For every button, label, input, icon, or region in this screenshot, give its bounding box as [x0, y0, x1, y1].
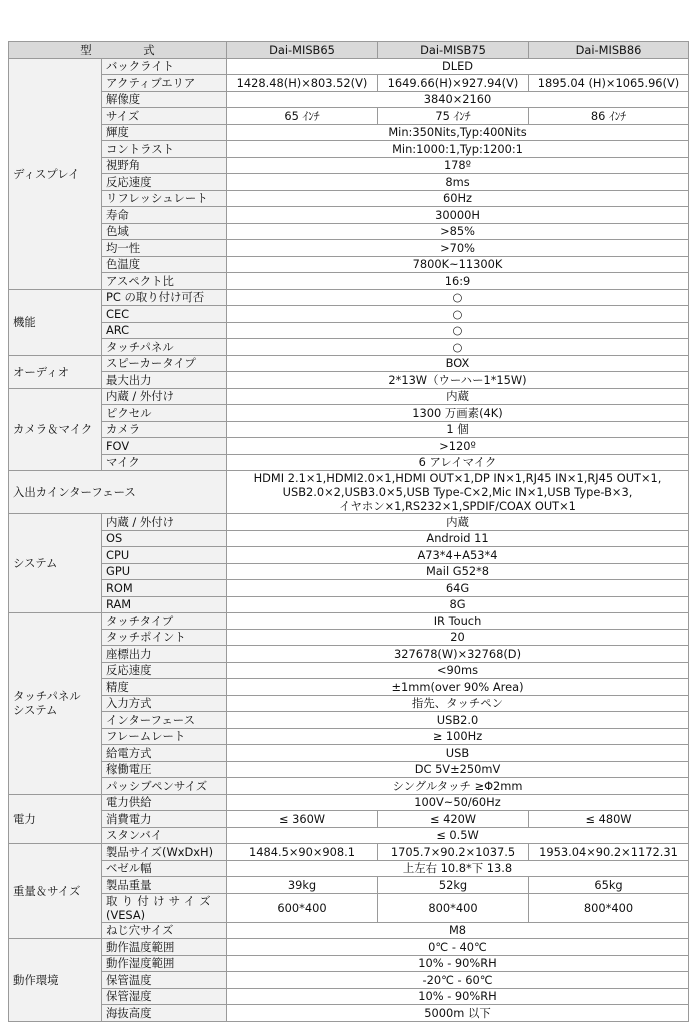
row-label: 精度 — [102, 679, 227, 696]
row-label: CPU — [102, 547, 227, 564]
table-row — [9, 91, 689, 108]
table-row — [9, 922, 689, 939]
row-label: インターフェース — [102, 712, 227, 729]
table-row — [9, 646, 689, 663]
table-row — [9, 141, 689, 158]
table-row — [9, 988, 689, 1005]
table-row — [9, 471, 689, 514]
row-value: 内蔵 — [227, 514, 689, 531]
table-row — [9, 514, 689, 531]
category-camera-mic: カメラ＆マイク — [9, 388, 102, 471]
row-label: マイク — [102, 454, 227, 471]
row-value: 6 アレイマイク — [227, 454, 689, 471]
table-row — [9, 712, 689, 729]
table-row — [9, 388, 689, 405]
table-row — [9, 844, 689, 861]
table-row — [9, 405, 689, 422]
row-label: 製品重量 — [102, 877, 227, 894]
row-value: 1300 万画素(4K) — [227, 405, 689, 422]
header-row — [9, 42, 689, 59]
row-label: 解像度 — [102, 91, 227, 108]
row-value: <90ms — [227, 662, 689, 679]
row-label: タッチポイント — [102, 629, 227, 646]
row-label: 消費電力 — [102, 811, 227, 828]
table-row — [9, 811, 689, 828]
row-label: FOV — [102, 438, 227, 455]
row-label: カメラ — [102, 421, 227, 438]
table-row — [9, 190, 689, 207]
spec-table — [8, 41, 689, 1022]
row-value-65: ≤ 360W — [227, 811, 378, 828]
table-row — [9, 563, 689, 580]
header-model-65: Dai-MISB65 — [227, 42, 378, 59]
category-system: システム — [9, 514, 102, 613]
row-label: サイズ — [102, 108, 227, 125]
row-label: タッチタイプ — [102, 613, 227, 630]
table-row — [9, 454, 689, 471]
table-row — [9, 695, 689, 712]
row-value: 2*13W（ウーハー1*15W) — [227, 372, 689, 389]
category-environment: 動作環境 — [9, 939, 102, 1022]
row-label: 入力方式 — [102, 695, 227, 712]
table-row — [9, 679, 689, 696]
row-label: ARC — [102, 322, 227, 339]
row-value: 8G — [227, 596, 689, 613]
row-value: ○ — [227, 322, 689, 339]
row-label: PC の取り付け可否 — [102, 289, 227, 306]
row-value-75: 52kg — [378, 877, 529, 894]
table-row — [9, 728, 689, 745]
table-row — [9, 75, 689, 92]
row-value: 327678(W)×32768(D) — [227, 646, 689, 663]
table-row — [9, 273, 689, 290]
row-value: -20℃ - 60℃ — [227, 972, 689, 989]
table-row — [9, 547, 689, 564]
row-label: パッシブペンサイズ — [102, 778, 227, 795]
row-value: 指先、タッチペン — [227, 695, 689, 712]
row-value-86: 800*400 — [529, 893, 689, 922]
row-value: ○ — [227, 306, 689, 323]
io-line: イヤホン×1,RS232×1,SPDIF/COAX OUT×1 — [339, 499, 576, 513]
table-row — [9, 256, 689, 273]
row-value: ≤ 0.5W — [227, 827, 689, 844]
row-value-75: 800*400 — [378, 893, 529, 922]
row-label: 座標出力 — [102, 646, 227, 663]
table-row — [9, 893, 689, 922]
table-row — [9, 761, 689, 778]
row-value: ±1mm(over 90% Area) — [227, 679, 689, 696]
header-model: 型 式 — [9, 42, 227, 59]
row-value: Min:1000:1,Typ:1200:1 — [227, 141, 689, 158]
table-row — [9, 1005, 689, 1022]
row-label: タッチパネル — [102, 339, 227, 356]
row-value-86: 1895.04 (H)×1065.96(V) — [529, 75, 689, 92]
category-line: タッチパネル — [13, 689, 81, 704]
row-value: 64G — [227, 580, 689, 597]
row-value-86: 86 ｲﾝﾁ — [529, 108, 689, 125]
row-label: バックライト — [102, 58, 227, 75]
row-value-65: 600*400 — [227, 893, 378, 922]
row-value: M8 — [227, 922, 689, 939]
row-value-86: ≤ 480W — [529, 811, 689, 828]
row-label: アスペクト比 — [102, 273, 227, 290]
row-value: 1 個 — [227, 421, 689, 438]
row-label: フレームレート — [102, 728, 227, 745]
row-label: 保管温度 — [102, 972, 227, 989]
row-label: 反応速度 — [102, 662, 227, 679]
row-value-75: 1649.66(H)×927.94(V) — [378, 75, 529, 92]
table-row — [9, 955, 689, 972]
row-value: Min:350Nits,Typ:400Nits — [227, 124, 689, 141]
table-row — [9, 530, 689, 547]
row-label: 色域 — [102, 223, 227, 240]
row-value: A73*4+A53*4 — [227, 547, 689, 564]
table-row — [9, 355, 689, 372]
row-label: 電力供給 — [102, 794, 227, 811]
io-line: USB2.0×2,USB3.0×5,USB Type-C×2,Mic IN×1,USB Type-B×3, — [282, 485, 633, 499]
row-label: 均一性 — [102, 240, 227, 257]
table-row — [9, 339, 689, 356]
category-audio: オーディオ — [9, 355, 102, 388]
row-value: >85% — [227, 223, 689, 240]
row-label: スタンバイ — [102, 827, 227, 844]
row-label: ROM — [102, 580, 227, 597]
table-row — [9, 580, 689, 597]
category-weight-size: 重量＆サイズ — [9, 844, 102, 939]
row-value — [227, 471, 689, 514]
row-value: 30000H — [227, 207, 689, 224]
row-value-65: 65 ｲﾝﾁ — [227, 108, 378, 125]
table-row — [9, 174, 689, 191]
row-value-65: 39kg — [227, 877, 378, 894]
table-row — [9, 223, 689, 240]
category-display: ディスプレイ — [9, 58, 102, 289]
table-row — [9, 289, 689, 306]
label-line: 取り付けサイズ — [106, 893, 215, 908]
row-label: 給電方式 — [102, 745, 227, 762]
row-label: 海抜高度 — [102, 1005, 227, 1022]
row-value-75: 1705.7×90.2×1037.5 — [378, 844, 529, 861]
io-line: HDMI 2.1×1,HDMI2.0×1,HDMI OUT×1,DP IN×1,RJ45 IN×1,RJ45 OUT×1, — [253, 471, 662, 485]
row-label: ピクセル — [102, 405, 227, 422]
category-power: 電力 — [9, 794, 102, 844]
row-label: ねじ穴サイズ — [102, 922, 227, 939]
row-value: Android 11 — [227, 530, 689, 547]
row-label: アクティブエリア — [102, 75, 227, 92]
row-value-65: 1428.48(H)×803.52(V) — [227, 75, 378, 92]
table-row — [9, 207, 689, 224]
row-label: 稼働電圧 — [102, 761, 227, 778]
row-label: 動作湿度範囲 — [102, 955, 227, 972]
category-function: 機能 — [9, 289, 102, 355]
row-label: 動作温度範囲 — [102, 939, 227, 956]
label-line: (VESA) — [106, 907, 146, 922]
row-value: 60Hz — [227, 190, 689, 207]
table-row — [9, 596, 689, 613]
row-label: GPU — [102, 563, 227, 580]
row-label: 反応速度 — [102, 174, 227, 191]
row-label: OS — [102, 530, 227, 547]
row-value-86: 65kg — [529, 877, 689, 894]
table-row — [9, 438, 689, 455]
row-value: 上左右 10.8*下 13.8 — [227, 860, 689, 877]
table-row — [9, 108, 689, 125]
table-row — [9, 972, 689, 989]
table-row — [9, 58, 689, 75]
row-value: 5000m 以下 — [227, 1005, 689, 1022]
row-value: 7800K~11300K — [227, 256, 689, 273]
table-row — [9, 240, 689, 257]
row-value: ≥ 100Hz — [227, 728, 689, 745]
row-label: 視野角 — [102, 157, 227, 174]
row-label: 内蔵 / 外付け — [102, 388, 227, 405]
table-row — [9, 778, 689, 795]
row-value: IR Touch — [227, 613, 689, 630]
row-label: 内蔵 / 外付け — [102, 514, 227, 531]
header-model-86: Dai-MISB86 — [529, 42, 689, 59]
category-io-interface: 入出カインターフェース — [9, 471, 227, 514]
row-value: 100V~50/60Hz — [227, 794, 689, 811]
table-row — [9, 613, 689, 630]
row-value: 20 — [227, 629, 689, 646]
row-value-65: 1484.5×90×908.1 — [227, 844, 378, 861]
table-row — [9, 939, 689, 956]
row-label: 製品サイズ(WxDxH) — [102, 844, 227, 861]
row-label: 色温度 — [102, 256, 227, 273]
row-value: DC 5V±250mV — [227, 761, 689, 778]
row-value-75: 75 ｲﾝﾁ — [378, 108, 529, 125]
row-label: CEC — [102, 306, 227, 323]
table-row — [9, 629, 689, 646]
row-label: RAM — [102, 596, 227, 613]
row-value: USB2.0 — [227, 712, 689, 729]
row-label: 保管湿度 — [102, 988, 227, 1005]
row-value: 10% - 90%RH — [227, 988, 689, 1005]
row-value: USB — [227, 745, 689, 762]
row-value: ○ — [227, 339, 689, 356]
row-label: コントラスト — [102, 141, 227, 158]
table-row — [9, 124, 689, 141]
table-row — [9, 306, 689, 323]
row-label: ベゼル幅 — [102, 860, 227, 877]
row-value: 8ms — [227, 174, 689, 191]
row-label: リフレッシュレート — [102, 190, 227, 207]
row-value: シングルタッチ ≥Φ2mm — [227, 778, 689, 795]
table-row — [9, 794, 689, 811]
row-label: 寿命 — [102, 207, 227, 224]
category-line: システム — [13, 703, 58, 718]
table-row — [9, 662, 689, 679]
row-value: Mail G52*8 — [227, 563, 689, 580]
row-value: 178º — [227, 157, 689, 174]
table-row — [9, 157, 689, 174]
table-row — [9, 877, 689, 894]
row-value: 0℃ - 40℃ — [227, 939, 689, 956]
table-row — [9, 827, 689, 844]
table-row — [9, 745, 689, 762]
row-value: 16:9 — [227, 273, 689, 290]
table-row — [9, 372, 689, 389]
row-value-75: ≤ 420W — [378, 811, 529, 828]
table-row — [9, 860, 689, 877]
category-touch-panel — [9, 613, 102, 795]
row-value: ○ — [227, 289, 689, 306]
header-model-75: Dai-MISB75 — [378, 42, 529, 59]
row-label: 最大出力 — [102, 372, 227, 389]
row-label: 輝度 — [102, 124, 227, 141]
row-value: >120º — [227, 438, 689, 455]
row-value: 内蔵 — [227, 388, 689, 405]
row-value: DLED — [227, 58, 689, 75]
table-row — [9, 421, 689, 438]
row-value: >70% — [227, 240, 689, 257]
row-value: BOX — [227, 355, 689, 372]
row-label: スピーカータイプ — [102, 355, 227, 372]
row-value: 3840×2160 — [227, 91, 689, 108]
table-row — [9, 322, 689, 339]
row-value: 10% - 90%RH — [227, 955, 689, 972]
row-label — [102, 893, 227, 922]
row-value-86: 1953.04×90.2×1172.31 — [529, 844, 689, 861]
